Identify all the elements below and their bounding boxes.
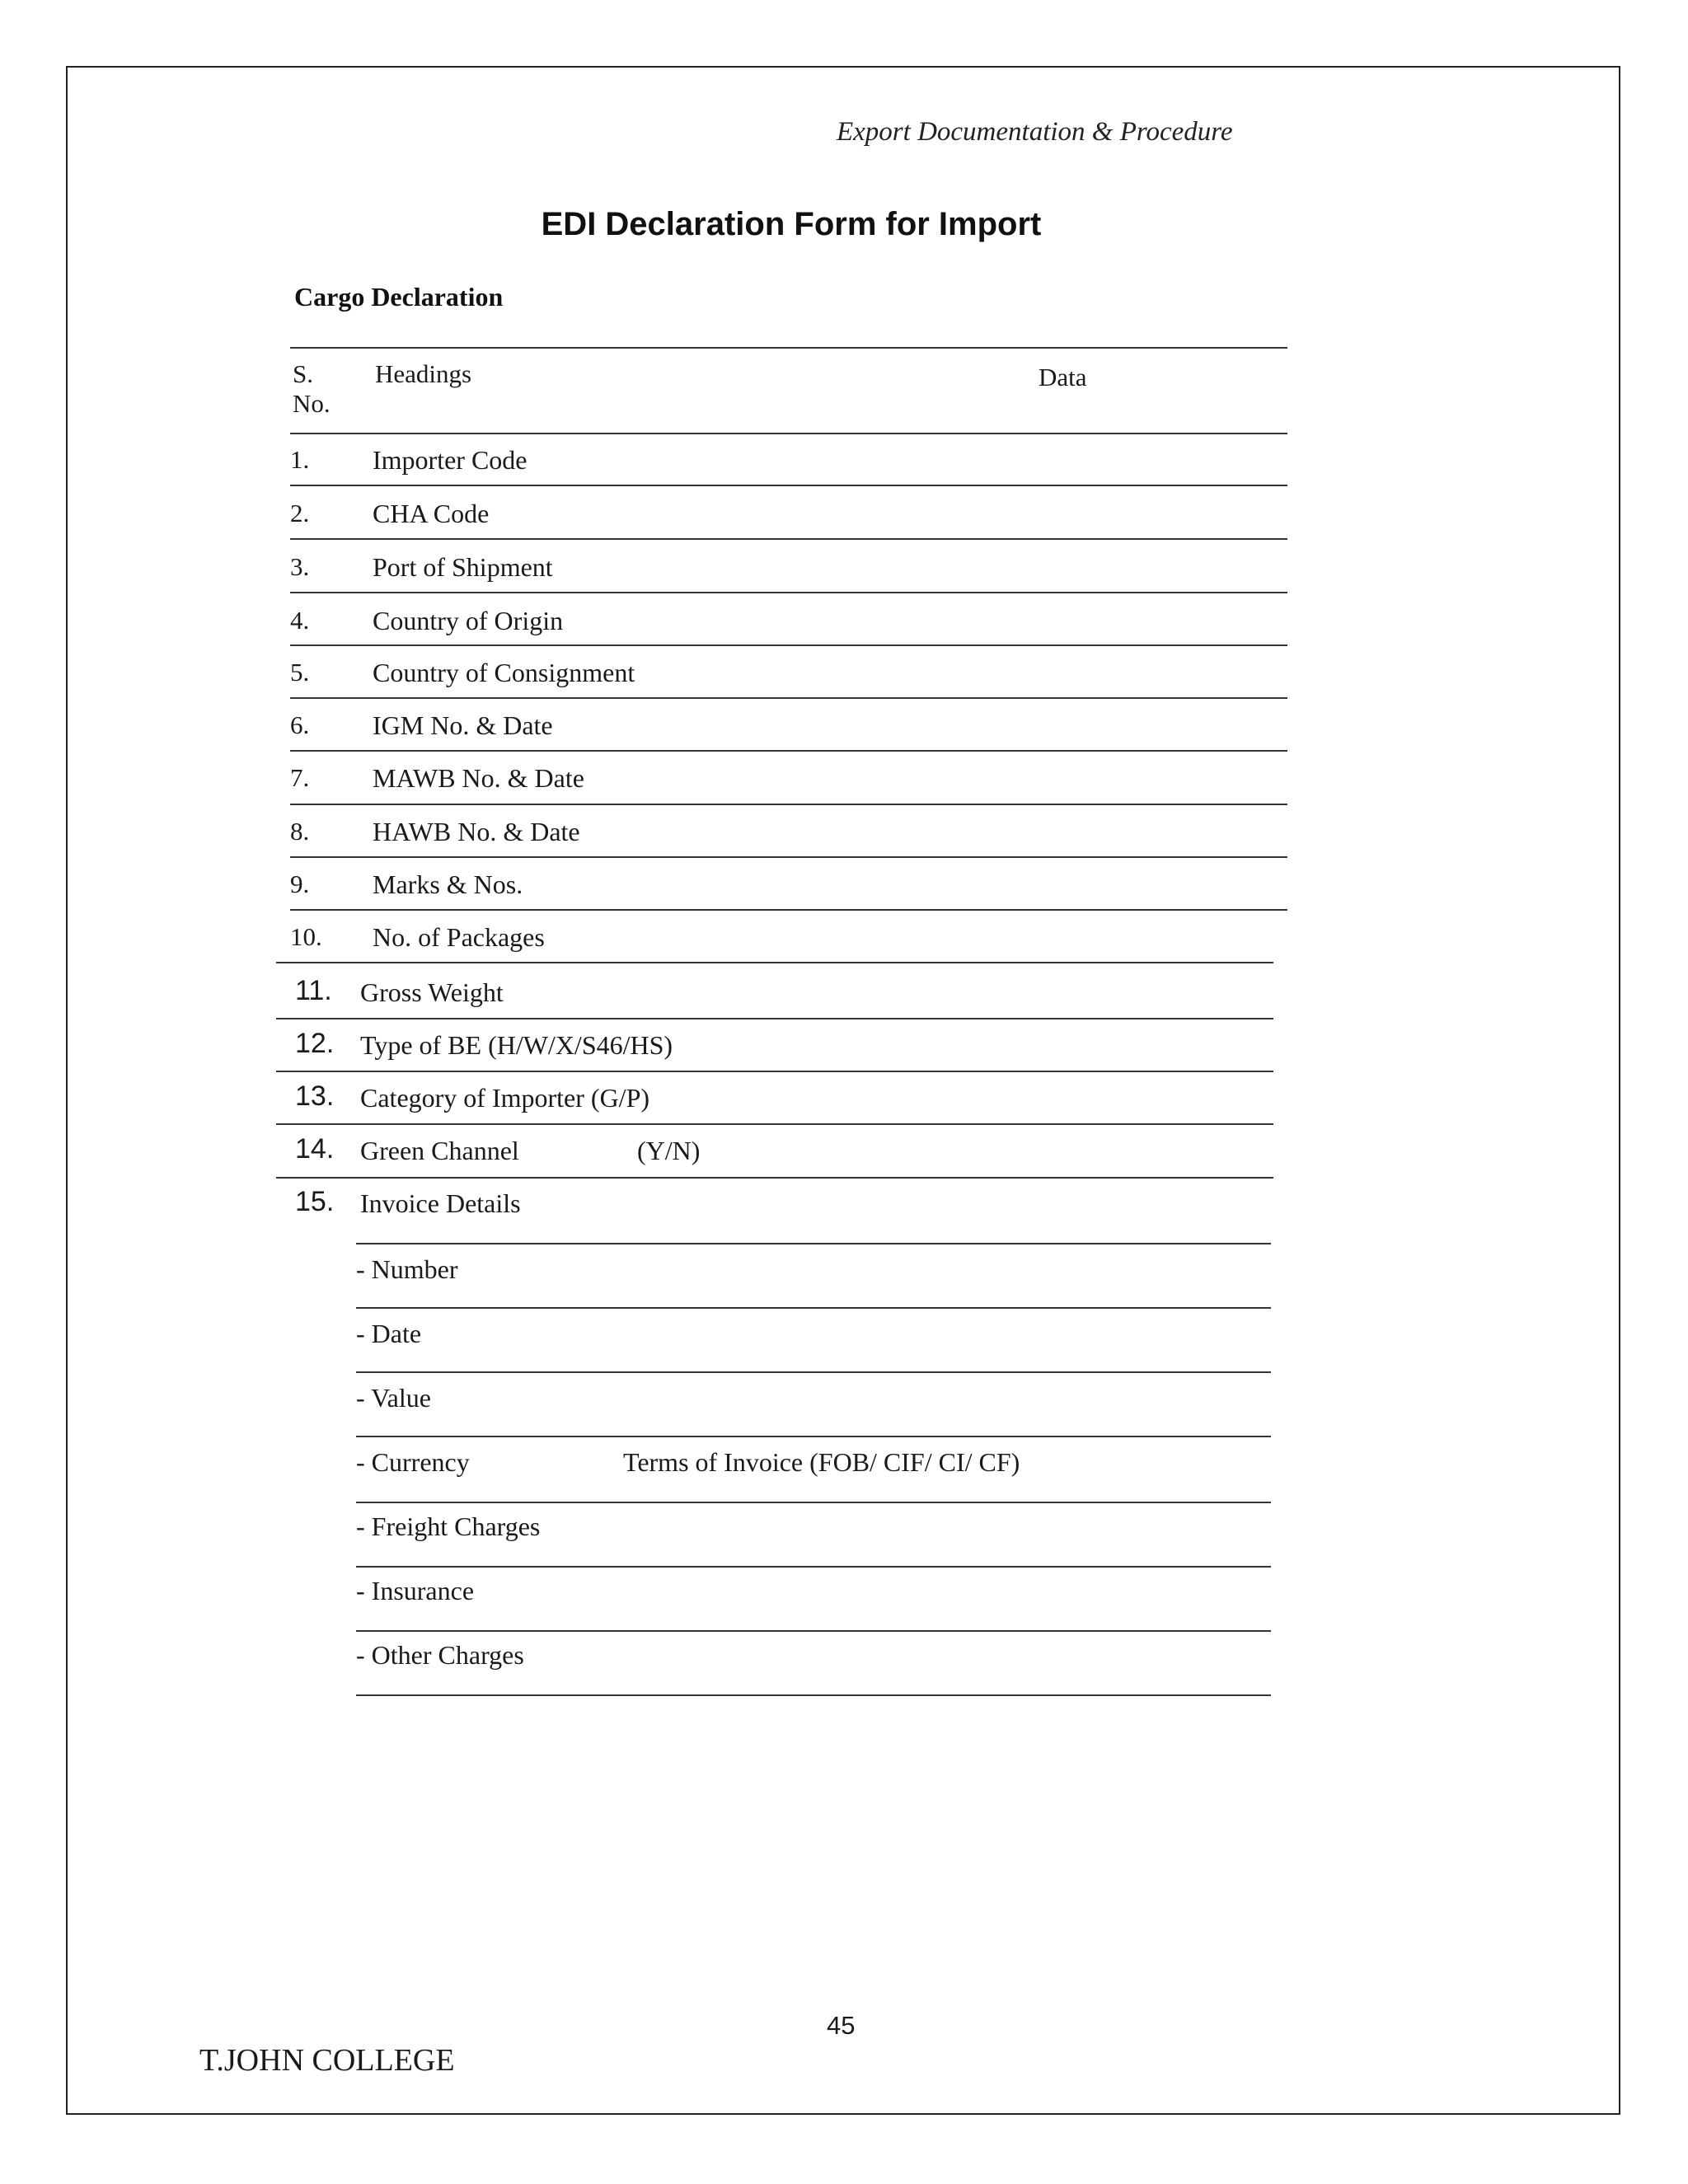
row-label: Country of Origin [373, 606, 564, 635]
invoice-rule [356, 1371, 1271, 1373]
column-header-headings: Headings [375, 359, 472, 388]
row-label: MAWB No. & Date [373, 763, 584, 793]
running-header: Export Documentation & Procedure [837, 117, 1233, 147]
row-extra: (Y/N) [637, 1136, 701, 1165]
row-label: Invoice Details [360, 1188, 521, 1218]
row-number: 15. [295, 1186, 335, 1217]
row-number: 11. [295, 975, 332, 1006]
row-label: Port of Shipment [373, 552, 553, 582]
invoice-item-label: - Value [356, 1383, 431, 1413]
row-label: Gross Weight [360, 977, 504, 1007]
invoice-item-extra: Terms of Invoice (FOB/ CIF/ CI/ CF) [623, 1447, 1020, 1477]
invoice-item-label: - Freight Charges [356, 1511, 541, 1541]
row-rule [276, 962, 1273, 963]
row-number: 4. [290, 606, 310, 635]
invoice-rule [356, 1243, 1271, 1244]
row-rule [276, 1177, 1273, 1179]
row-label: Category of Importer (G/P) [360, 1083, 650, 1113]
row-label: IGM No. & Date [373, 710, 553, 740]
row-rule [290, 697, 1287, 699]
invoice-rule [356, 1436, 1271, 1437]
row-number: 6. [290, 710, 310, 739]
row-rule [290, 644, 1287, 646]
row-rule [290, 909, 1287, 911]
invoice-item-label: - Number [356, 1254, 458, 1284]
page-number: 45 [827, 2011, 856, 2040]
row-label: No. of Packages [373, 922, 545, 952]
row-label: Country of Consignment [373, 658, 635, 687]
invoice-item-label: - Insurance [356, 1576, 475, 1605]
row-number: 8. [290, 817, 310, 846]
row-rule [290, 804, 1287, 805]
row-rule [290, 592, 1287, 593]
header-top-rule [290, 347, 1287, 349]
invoice-rule [356, 1630, 1271, 1632]
row-number: 12. [295, 1028, 335, 1059]
row-number: 13. [295, 1080, 335, 1112]
row-rule [276, 1123, 1273, 1125]
invoice-item-label: - Date [356, 1319, 422, 1348]
column-header-sno: S. No. [293, 359, 331, 418]
row-number: 5. [290, 658, 310, 687]
row-label: Green Channel [360, 1136, 519, 1165]
row-rule [276, 1071, 1273, 1072]
invoice-rule [356, 1502, 1271, 1503]
form-title: EDI Declaration Form for Import [541, 206, 1042, 242]
invoice-item-label: - Currency [356, 1447, 470, 1477]
row-rule [290, 856, 1287, 858]
row-number: 7. [290, 763, 310, 792]
row-label: Type of BE (H/W/X/S46/HS) [360, 1030, 673, 1060]
row-number: 14. [295, 1133, 335, 1165]
row-number: 3. [290, 552, 310, 581]
footer-college: T.JOHN COLLEGE [199, 2043, 455, 2078]
row-rule [290, 538, 1287, 540]
column-header-data: Data [1039, 363, 1087, 391]
section-title: Cargo Declaration [294, 282, 504, 312]
row-label: Importer Code [373, 445, 528, 475]
invoice-rule [356, 1694, 1271, 1696]
row-rule [276, 1018, 1273, 1019]
row-number: 10. [290, 922, 322, 951]
row-number: 2. [290, 499, 310, 527]
row-rule [290, 750, 1287, 752]
invoice-rule [356, 1566, 1271, 1568]
row-number: 9. [290, 869, 310, 898]
header-bottom-rule [290, 433, 1287, 434]
invoice-item-label: - Other Charges [356, 1640, 524, 1670]
row-label: Marks & Nos. [373, 869, 523, 899]
row-number: 1. [290, 445, 310, 474]
row-rule [290, 485, 1287, 486]
row-label: HAWB No. & Date [373, 817, 580, 846]
invoice-rule [356, 1307, 1271, 1309]
row-label: CHA Code [373, 499, 490, 528]
